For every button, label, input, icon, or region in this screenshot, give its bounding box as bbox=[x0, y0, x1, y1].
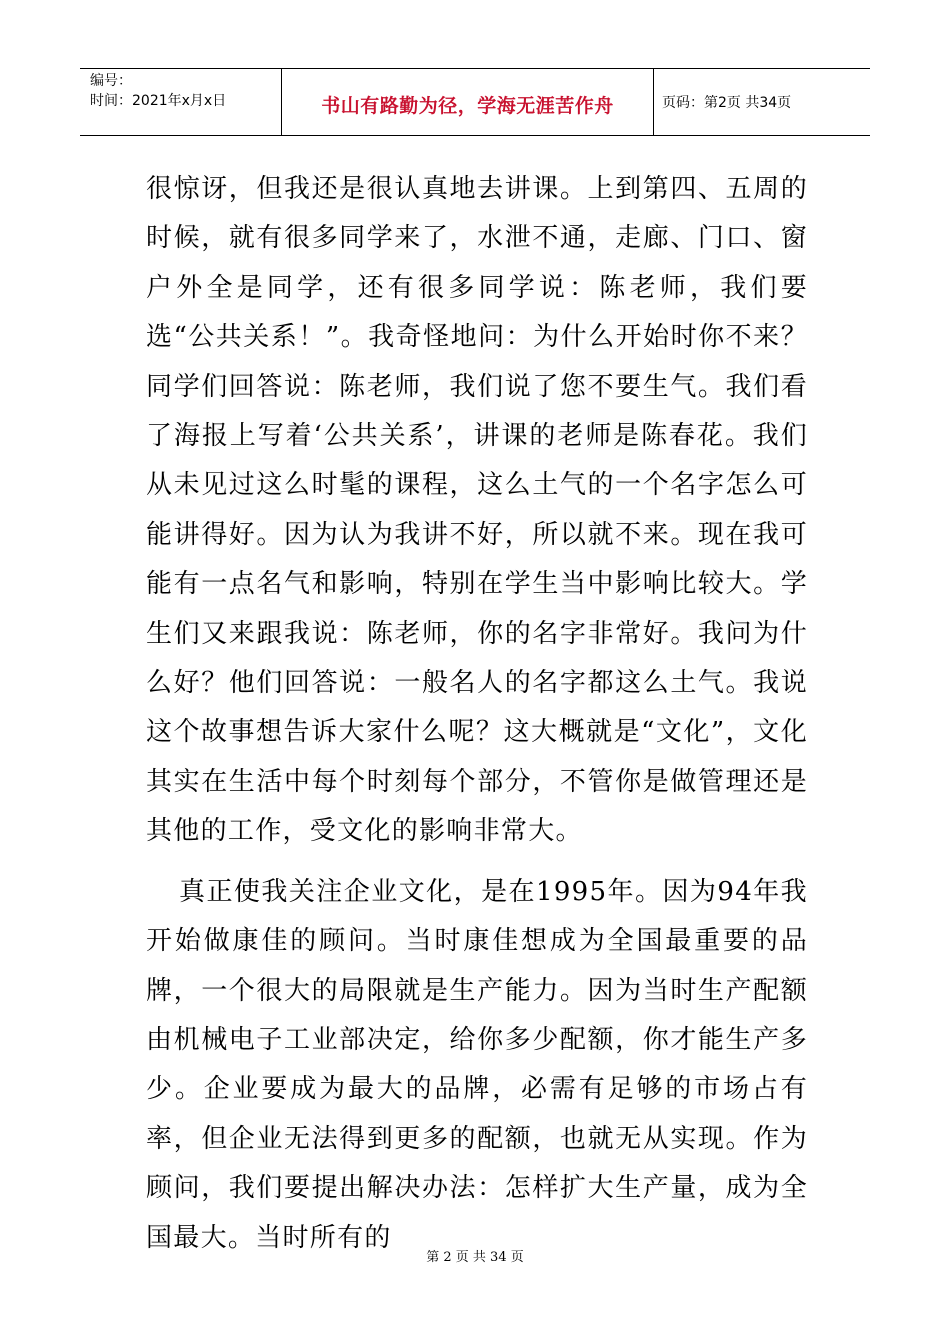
body-paragraph-1: 很惊讶，但我还是很认真地去讲课。上到第四、五周的时候，就有很多同学来了，水泄不通，走廊、门口、窗户外全是同学，还有很多同学说：陈老师，我们要选“公共关系！”。我奇怪地问：为什么开始时你不来？同学们回答说：陈老师，我们说了您不要生气。我们看了海报上写着‘公共关系’，讲课的老师是陈春花。我们从未见过这么时髦的课程，这么土气的一个名字怎么可能讲得好。因为认为我讲不好，所以就不来。现在我可能有一点名气和影响，特别在学生当中影响比较大。学生们又来跟我说：陈老师，你的名字非常好。我问为什么好？他们回答说：一般名人的名字都这么土气。我说这个故事想告诉大家什么呢？这大概就是“文化”，文化其实在生活中每个时刻每个部分，不管你是做管理还是其他的工作，受文化的影响非常大。 bbox=[146, 174, 808, 847]
page-footer: 第 2 页 共 34 页 bbox=[426, 1250, 524, 1265]
body-paragraph-2: 真正使我关注企业文化，是在1995年。因为94年我开始做康佳的顾问。当时康佳想成为全国最重要的品牌，一个很大的局限就是生产能力。因为当时生产配额由机械电子工业部决定，给你多少配额，你才能生产多少。企业要成为最大的品牌，必需有足够的市场占有率，但企业无法得到更多的配额，也就无从实现。作为顾问，我们要提出解决办法：怎样扩大生产量，成为全国最大。当时所有的 bbox=[146, 876, 808, 1253]
header-page-number: 页码：第2页 共34页 bbox=[662, 95, 792, 111]
header-motto: 书山有路勤为径，学海无涯苦作舟 bbox=[321, 94, 614, 117]
page-header bbox=[80, 68, 870, 136]
document-body bbox=[146, 165, 808, 1263]
header-motto-cell bbox=[282, 69, 654, 135]
header-meta-cell bbox=[80, 69, 282, 135]
document-date-label: 时间：2021年x月x日 bbox=[90, 93, 227, 109]
document-number-label: 编号： bbox=[90, 73, 132, 89]
header-page-cell bbox=[654, 69, 870, 135]
